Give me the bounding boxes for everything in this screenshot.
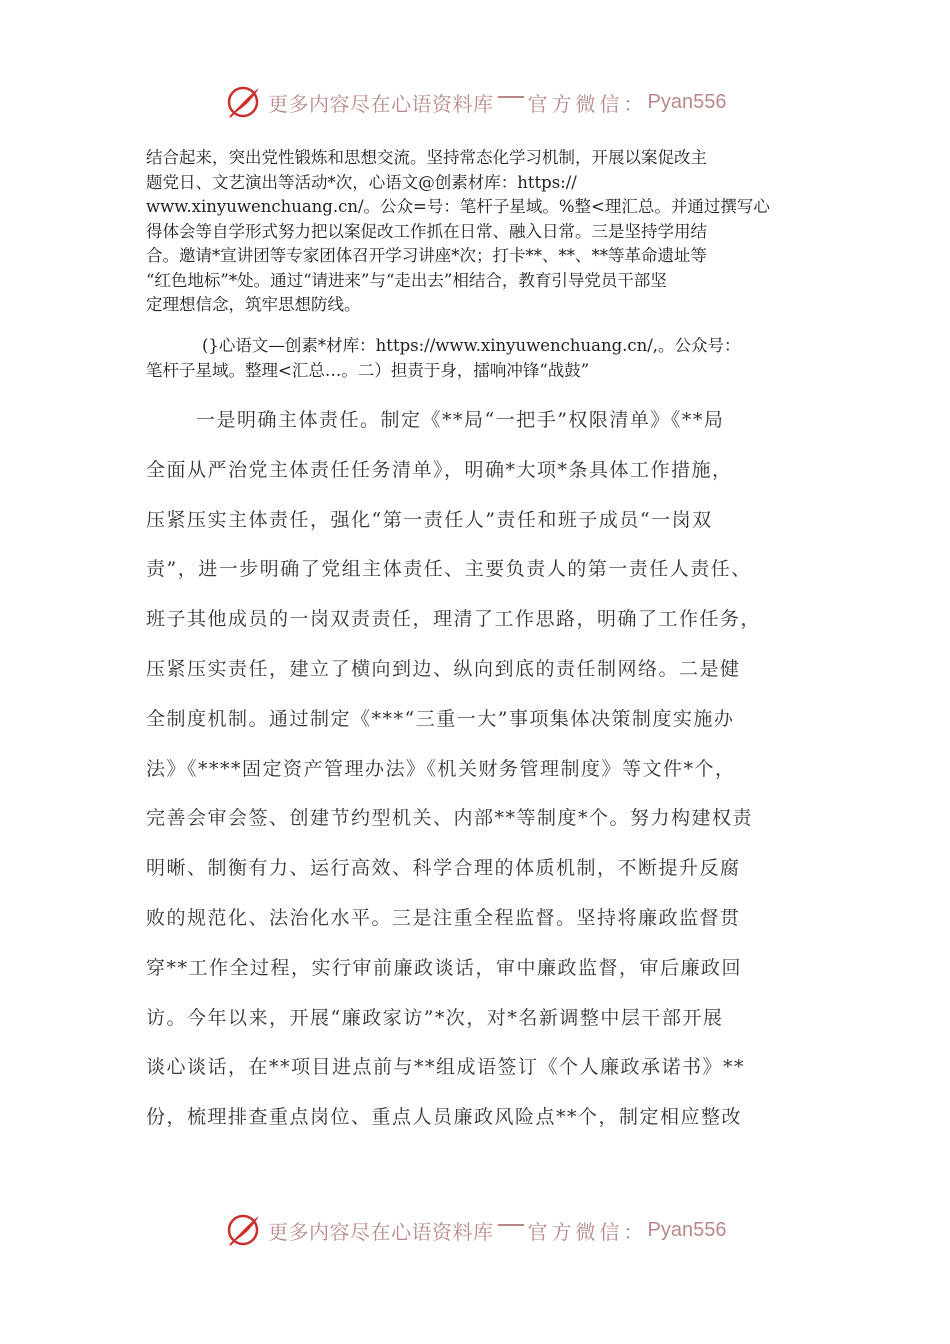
body-line: 份，梳理排查重点岗位、重点人员廉政风险点**个，制定相应整改	[146, 1106, 743, 1129]
body-line: 法》《****固定资产管理办法》《机关财务管理制度》等文件*个，	[146, 757, 736, 780]
body-line: 全制度机制。通过制定《***“三重一大”事项集体决策制度实施办	[146, 707, 735, 730]
body-line: 班子其他成员的一岗双责责任，理清了工作思路，明确了工作任务，	[146, 608, 762, 631]
body-line: 一是明确主体责任。制定《**局“一把手”权限清单》《**局	[196, 409, 725, 431]
body-line: 明晰、制衡有力、运行高效、科学合理的体质机制，不断提升反腐	[146, 857, 741, 880]
text-line: 题党日、文艺演出等活动*次，心语文@创素材库：https://	[146, 172, 577, 192]
banner-dash	[498, 1224, 524, 1226]
heading-line-2: 笔杆子星域。整理<汇总…。二）担责于身，擂响冲锋“战鼓”	[146, 360, 590, 380]
intro-paragraph	[146, 146, 808, 318]
body-line: 责”，进一步明确了党组主体责任、主要负责人的第一责任人责任、	[146, 558, 752, 581]
text-line: 结合起来，突出党性锻炼和思想交流。坚持常态化学习机制，开展以案促改主	[146, 148, 707, 167]
banner-text: 更多内容尽在心语资料库	[268, 91, 494, 116]
body-line: 全面从严治党主体责任任务清单》，明确*大项*条具体工作措施，	[146, 458, 733, 481]
text-line: 得体会等自学形式努力把以案促改工作抓在日常、融入日常。三是坚持学用结	[146, 221, 707, 241]
banner-wechat-label: 官方微信：	[527, 1219, 648, 1244]
body-line: 访。今年以来，开展“廉政家访”*次，对*名新调整中层干部开展	[146, 1006, 724, 1029]
text-line: 定理想信念，筑牢思想防线。	[146, 295, 361, 314]
section-heading	[146, 334, 808, 383]
body-line: 败的规范化、法治化水平。三是注重全程监督。坚持将廉政监督贯	[146, 906, 741, 929]
banner-wechat-label: 官方微信：	[527, 91, 648, 116]
text-line: 合。邀请*宣讲团等专家团体召开学习讲座*次；打卡**、**、**等革命遗址等	[146, 246, 707, 265]
heading-line-1: (}心语文—创素*材库：https://www.xinyuwenchuang.cn/,。公众号：	[202, 336, 741, 355]
banner-wechat-id: Pyan556	[647, 1218, 727, 1241]
feather-pen-logo-icon	[226, 1212, 262, 1248]
banner-text: 更多内容尽在心语资料库	[268, 1219, 494, 1244]
text-line: www.xinyuwenchuang.cn/。公众=号：笔杆子星域。%整<理汇总。并通过撰写心	[146, 197, 770, 216]
body-line: 压紧压实主体责任，强化“第一责任人”责任和班子成员“一岗双	[146, 508, 713, 531]
header-banner	[226, 82, 746, 122]
text-line: “红色地标”*处。通过“请进来”与“走出去”相结合，教育引导党员干部坚	[146, 270, 667, 290]
banner-dash	[498, 96, 524, 98]
body-paragraph	[146, 396, 808, 1143]
body-line: 压紧压实责任，建立了横向到边、纵向到底的责任制网络。二是健	[146, 657, 741, 680]
body-line: 谈心谈话，在**项目进点前与**组成语签订《个人廉政承诺书》**	[146, 1056, 746, 1079]
body-line: 完善会审会签、创建节约型机关、内部**等制度*个。努力构建权责	[146, 807, 754, 830]
body-line: 穿**工作全过程，实行审前廉政谈话，审中廉政监督，审后廉政回	[146, 956, 743, 979]
feather-pen-logo-icon	[226, 84, 262, 120]
banner-wechat-id: Pyan556	[647, 90, 727, 113]
footer-banner	[226, 1210, 746, 1250]
